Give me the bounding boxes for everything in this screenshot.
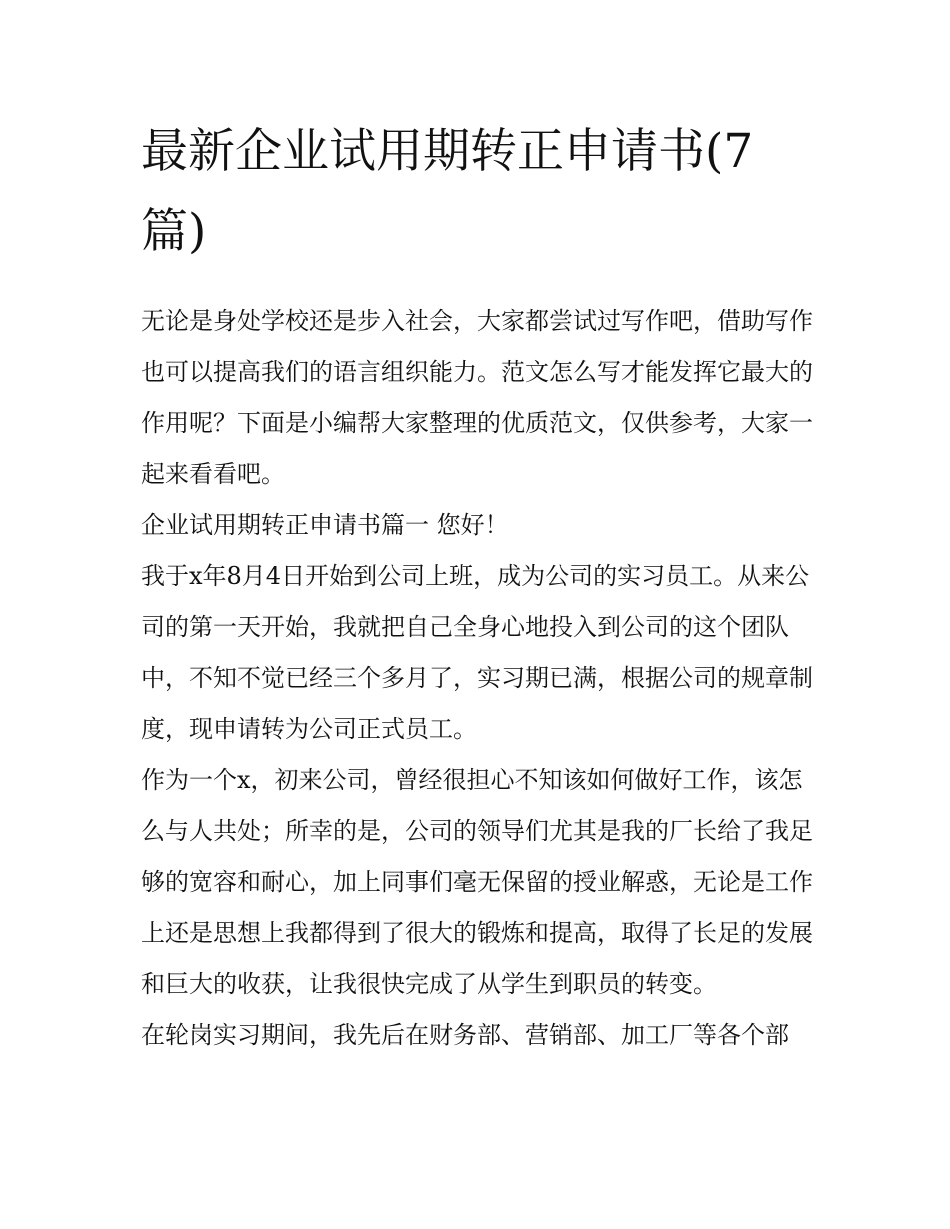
paragraph-section-heading: 企业试用期转正申请书篇一 您好！ — [141, 511, 509, 539]
document-content — [141, 112, 813, 1061]
document-title: 最新企业试用期转正申请书(7篇) — [141, 124, 754, 259]
document-body — [141, 296, 813, 1061]
paragraph-rotation: 在轮岗实习期间，我先后在财务部、营销部、加工厂等各个部 — [141, 1021, 789, 1049]
paragraph-intro: 无论是身处学校还是步入社会，大家都尝试过写作吧，借助写作也可以提高我们的语言组织能力。范文怎么写才能发挥它最大的作用呢？下面是小编帮大家整理的优质范文，仅供参考，大家一起来看看吧。 — [141, 307, 813, 488]
paragraph-experience: 作为一个x，初来公司，曾经很担心不知该如何做好工作，该怎么与人共处；所幸的是，公司的领导们尤其是我的厂长给了我足够的宽容和耐心，加上同事们毫无保留的授业解惑，无论是工作上还是思想上我都得到了很大的锻炼和提高，取得了长足的发展和巨大的收获，让我很快完成了从学生到职员的转变。 — [141, 766, 813, 998]
paragraph-start-date: 我于x年8月4日开始到公司上班，成为公司的实习员工。从来公司的第一天开始，我就把自己全身心地投入到公司的这个团队中，不知不觉已经三个多月了，实习期已满，根据公司的规章制度，现申请转为公司正式员工。 — [141, 562, 813, 743]
